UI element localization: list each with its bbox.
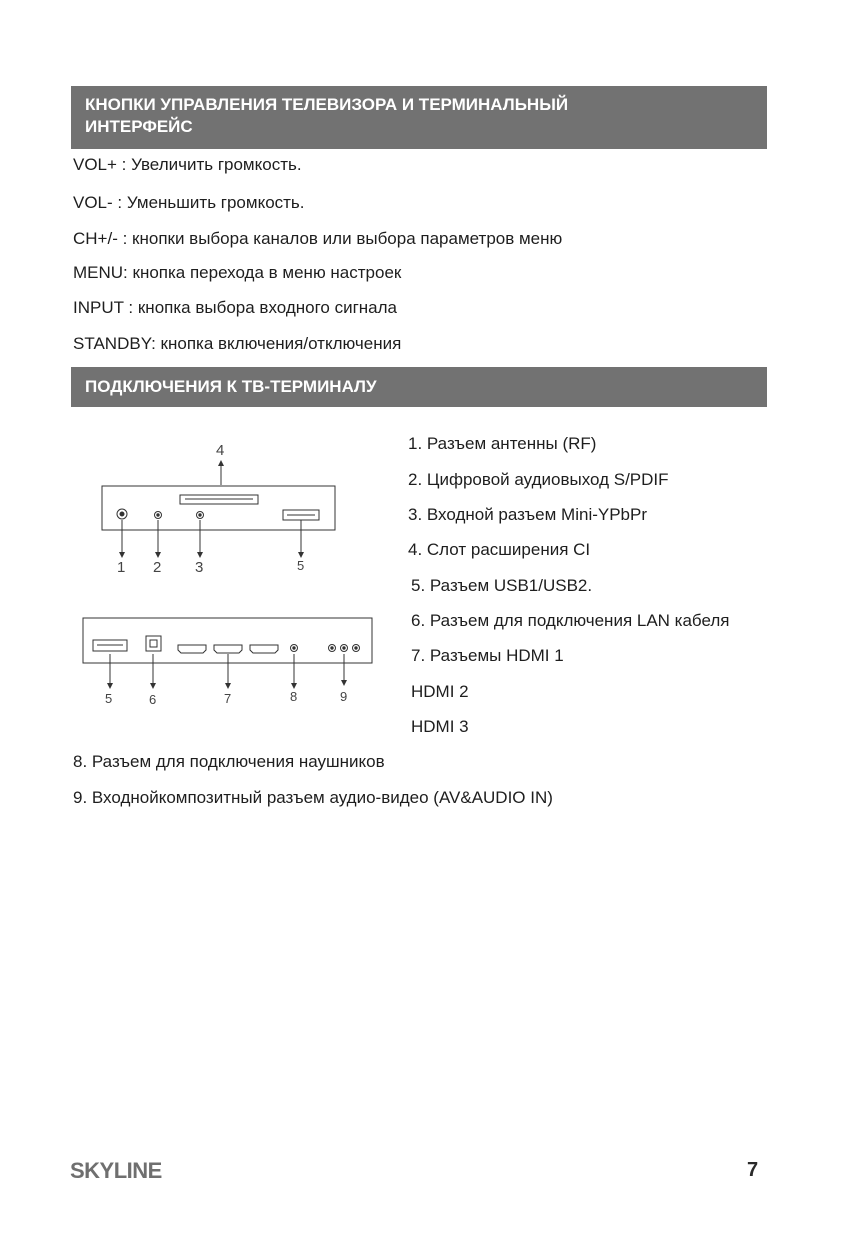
label-6: 6 (149, 692, 157, 707)
legend-item-4: 4. Слот расширения CI (408, 540, 591, 559)
section-title-line1: КНОПКИ УПРАВЛЕНИЯ ТЕЛЕВИЗОРА И ТЕРМИНАЛЬНЫЙ (85, 95, 569, 114)
legend-item-1: 1. Разъем антенны (RF) (408, 434, 597, 453)
label-5-top: 5 (297, 558, 305, 573)
legend-item-2: 2. Цифровой аудиовыход S/PDIF (408, 470, 669, 489)
note-item-8: 8. Разъем для подключения наушников (73, 752, 385, 771)
hdmi-port-3 (250, 645, 278, 653)
control-item-vol-minus: VOL- : Уменьшить громкость. (73, 193, 305, 212)
top-panel (102, 486, 335, 530)
legend-item-hdmi3: HDMI 3 (411, 717, 469, 736)
section-header-controls (71, 86, 767, 149)
control-item-ch: CH+/- : кнопки выбора каналов или выбора параметров меню (73, 229, 563, 248)
control-item-standby: STANDBY: кнопка включения/отключения (73, 334, 402, 353)
section-title-line2: ИНТЕРФЕЙС (85, 117, 193, 136)
legend-item-7: 7. Разъемы HDMI 1 (411, 646, 564, 665)
lan-port (146, 636, 161, 651)
control-item-menu: MENU: кнопка перехода в меню настроек (73, 263, 402, 282)
hdmi-port-1 (178, 645, 206, 653)
label-3: 3 (195, 559, 204, 576)
legend-item-hdmi2: HDMI 2 (411, 682, 469, 701)
section-title: ПОДКЛЮЧЕНИЯ К ТВ-ТЕРМИНАЛУ (85, 377, 377, 396)
label-9: 9 (340, 689, 348, 704)
note-item-9: 9. Входнойкомпозитный разъем аудио-видео (AV&AUDIO IN) (73, 788, 553, 807)
hdmi-port-2 (214, 645, 242, 653)
legend-item-5: 5. Разъем USB1/USB2. (411, 576, 593, 595)
section-header-connections (71, 367, 767, 407)
connector-diagram (70, 420, 390, 720)
legend-item-6: 6. Разъем для подключения LAN кабеля (411, 611, 730, 630)
label-8: 8 (290, 689, 298, 704)
control-item-input: INPUT : кнопка выбора входного сигнала (73, 298, 398, 317)
brand-logo: SKYLINE (70, 1158, 162, 1183)
page-number: 7 (747, 1159, 759, 1181)
label-1: 1 (117, 559, 126, 576)
label-7: 7 (224, 691, 232, 706)
label-5-bottom: 5 (105, 691, 113, 706)
legend-item-3: 3. Входной разъем Mini-YPbPr (408, 505, 648, 524)
control-item-vol-plus: VOL+ : Увеличить громкость. (73, 155, 302, 174)
label-4: 4 (216, 442, 225, 459)
label-2: 2 (153, 559, 162, 576)
